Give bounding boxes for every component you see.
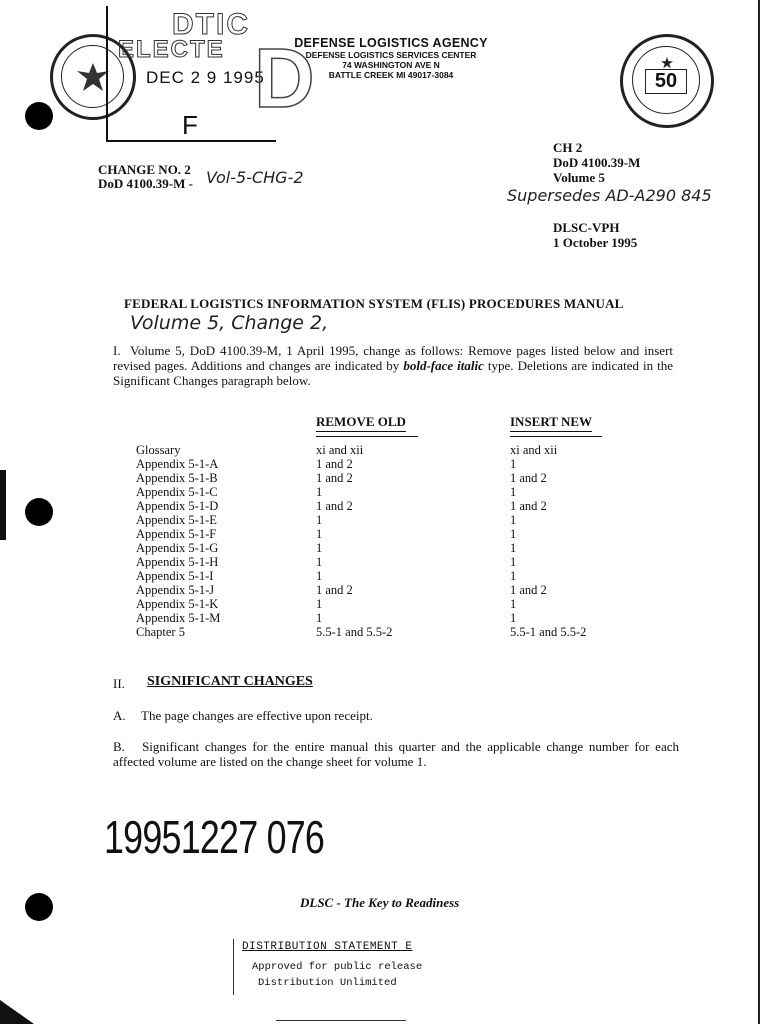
stamp-title: DTIC [172, 8, 250, 41]
distribution-stamp [233, 939, 448, 995]
right-dod: DoD 4100.39-M [553, 155, 641, 170]
distribution-line-2: Approved for public release [252, 961, 423, 973]
section-1-emphasis: bold-face italic [403, 358, 484, 373]
table-header-remove-old: REMOVE OLD [316, 414, 406, 432]
manual-title: FEDERAL LOGISTICS INFORMATION SYSTEM (FLIS) PROCEDURES MANUAL [124, 296, 624, 311]
section-2-item-a: The page changes are effective upon receipt. [141, 708, 373, 723]
change-number: CHANGE NO. 2 [98, 162, 191, 177]
section-2-item-b [113, 739, 679, 769]
section-2-item-b-text: Significant changes for the entire manual this quarter and the applicable change number for each affected volume are listed on the change sheet for volume 1. [113, 739, 679, 769]
section-1-paragraph [113, 343, 673, 388]
section-1-numeral: I. [113, 343, 121, 358]
scan-mark-corner [0, 1000, 34, 1024]
accession-number: 19951227 076 [104, 811, 325, 863]
handwritten-volume-change: Vol-5-CHG-2 [206, 168, 304, 187]
right-office: DLSC-VPH [553, 220, 620, 235]
section-2-heading: SIGNIFICANT CHANGES [147, 674, 313, 689]
handwritten-supersedes: Supersedes AD-A290 845 [507, 186, 712, 205]
agency-center: DEFENSE LOGISTICS SERVICES CENTER [305, 50, 477, 60]
agency-street: 74 WASHINGTON AVE N [342, 60, 440, 70]
section-2-item-b-label: B. [113, 739, 125, 754]
anniversary-seal [620, 34, 714, 128]
agency-header [276, 36, 506, 80]
distribution-line-1: DISTRIBUTION STATEMENT E [242, 941, 413, 953]
handwritten-title-note: Volume 5, Change 2, [130, 312, 329, 334]
stamp-big-letter: D [254, 31, 315, 125]
stamp-letter: F [182, 110, 198, 140]
agency-city: BATTLE CREEK MI 49017-3084 [328, 70, 454, 80]
right-edge-rule [758, 0, 760, 1024]
section-2-numeral: II. [113, 676, 125, 691]
binding-hole-top [25, 102, 53, 130]
stamp-status: ELECTE [118, 36, 225, 63]
footer-motto: DLSC - The Key to Readiness [300, 895, 460, 910]
stamp-date: DEC 2 9 1995 [146, 68, 265, 87]
star-icon [661, 57, 673, 69]
right-date: 1 October 1995 [553, 235, 638, 250]
table-header-insert-new: INSERT NEW [510, 414, 592, 432]
right-volume: Volume 5 [553, 170, 605, 185]
section-1-text-b: type. Deletions are indicated in the Significant Changes paragraph below. [113, 358, 674, 388]
dtic-electe-stamp [106, 6, 315, 142]
change-table: Glossary xi and xii xi and xii Appendix 5-1-A 1 and 2 1 Appendix 5-1-B 1 and 2 1 and 2 Appendix 5-1-C 1 1 Appendix 5-1-D 1 and 2 1 and 2 Appendix 5-1-E 1 1 Appendix 5-1-F 1 1 Appendix 5-1-G 1 1 Appendix 5-1-H 1 1 Appendix 5-1-I 1 1 Appendix 5-1-J 1 and 2 1 and 2 Appendix 5-1-K 1 1 Appendix 5-1-M 1 1 Chapter 5 5.5-1 and 5.5-2 5.5-1 and 5.5-2 [136, 443, 587, 639]
table-header-new-underline [510, 436, 602, 437]
change-dod-number: DoD 4100.39-M - [98, 176, 193, 191]
distribution-line-3: Distribution Unlimited [258, 977, 397, 989]
agency-name: DEFENSE LOGISTICS AGENCY [294, 36, 488, 50]
binding-hole-bottom [25, 893, 53, 921]
section-1-text-a: Volume 5, DoD 4100.39-M, 1 April 1995, change as follows: Remove pages listed below and insert revised pages. Additions and changes are indicated by [113, 343, 674, 373]
anniversary-number: 50 [645, 69, 687, 94]
bottom-rule [276, 1020, 406, 1021]
right-ch: CH 2 [553, 140, 583, 155]
section-2-item-a-label: A. [113, 708, 126, 723]
table-header-old-underline [316, 436, 418, 437]
